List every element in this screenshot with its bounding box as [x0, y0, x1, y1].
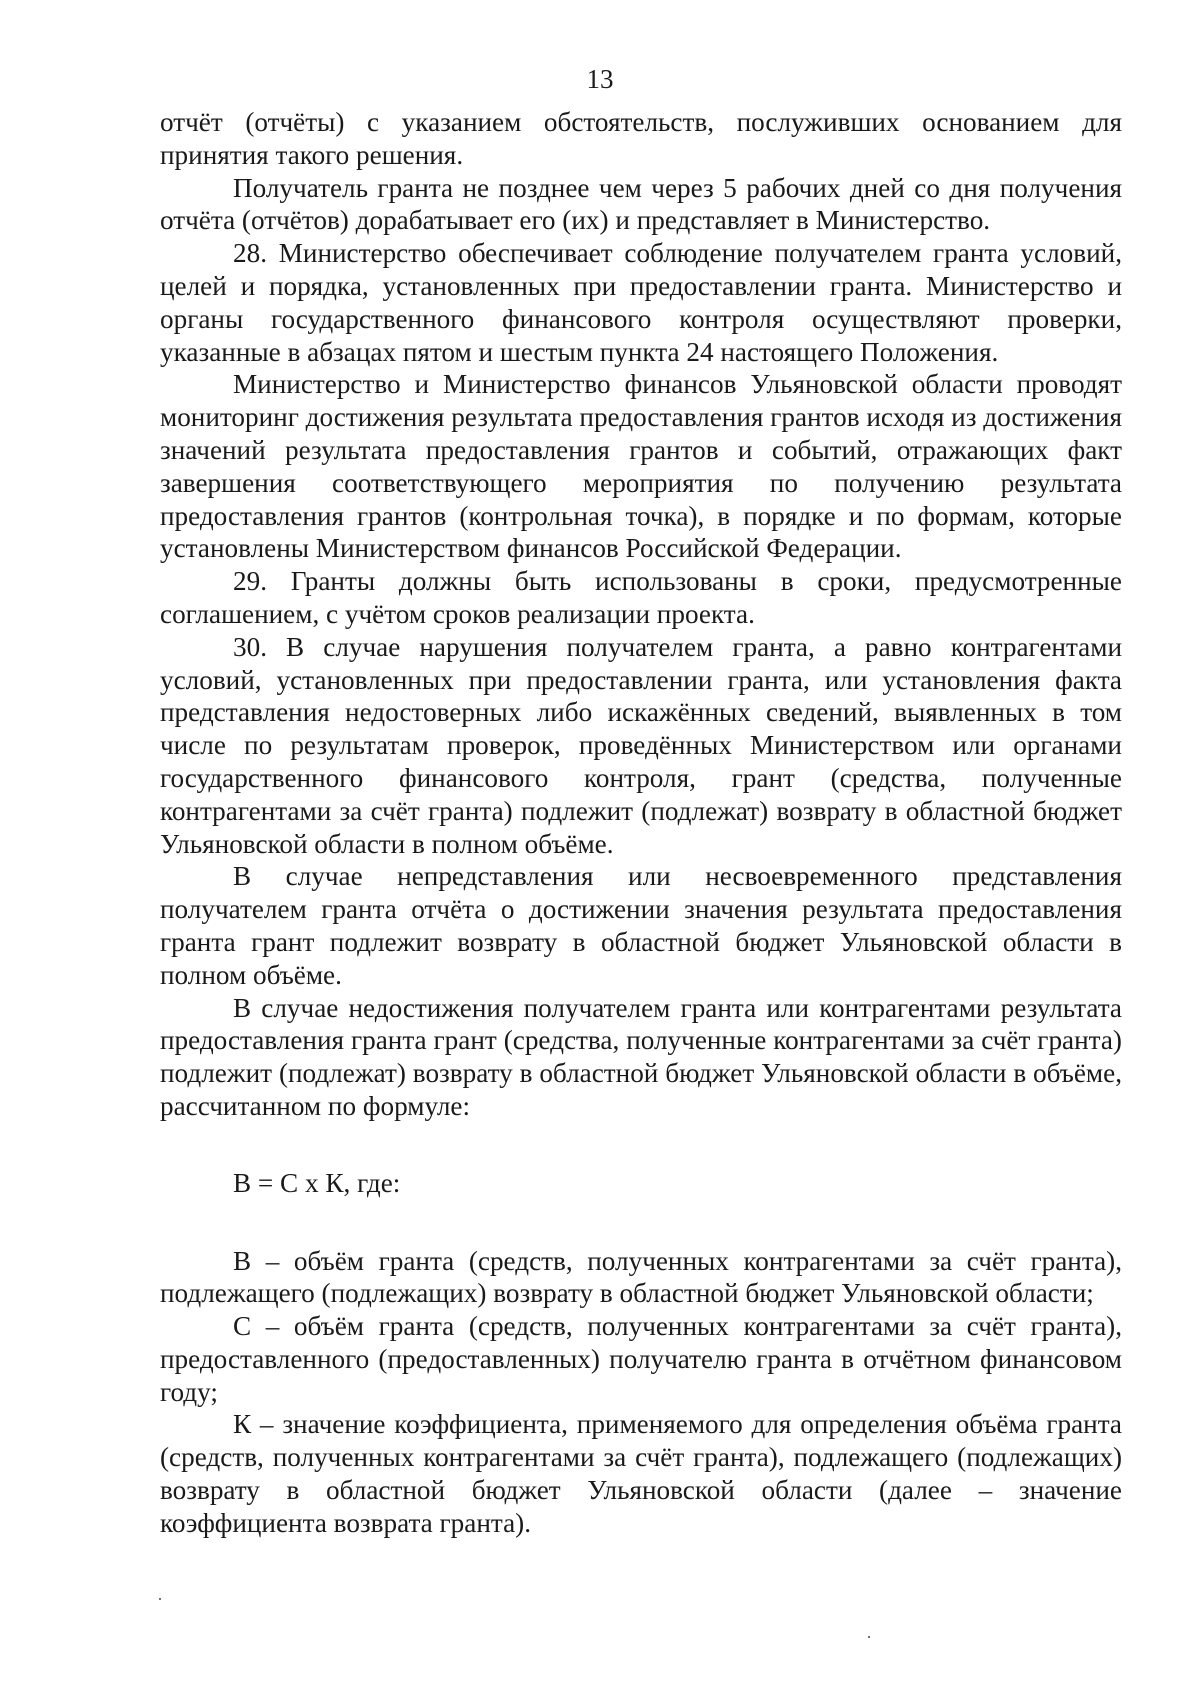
scan-speck	[868, 1636, 870, 1638]
document-body	[160, 106, 1122, 1540]
page-number: 13	[586, 64, 614, 94]
paragraph-item-30: 30. В случае нарушения получателем гранта, а равно контрагентами условий, установленных при предоставлении гранта, или установления факта представления недостоверных либо искажённых сведений, выявленных в том числе по результатам проверок, проведённых Министерством или органами государственного финансового контроля, грант (средства, полученные контрагентами за счёт гранта) подлежит (подлежат) возврату в областной бюджет Ульяновской области в полном объёме.	[160, 631, 1122, 859]
formula: В = С х К, где:	[233, 1167, 401, 1198]
paragraph-item-28: 28. Министерство обеспечивает соблюдение получателем гранта условий, целей и порядка, установленных при предоставлении гранта. Министерство и органы государственного финансового контроля осуществляют проверки, указанные в абзацах пятом и шестым пункта 24 настоящего Положения.	[160, 238, 1122, 367]
paragraph: Получатель гранта не позднее чем через 5 рабочих дней со дня получения отчёта (отчётов) дорабатывает его (их) и представляет в Министерство.	[160, 172, 1122, 236]
paragraph: отчёт (отчёты) с указанием обстоятельств, послуживших основанием для принятия такого решения.	[160, 107, 1122, 170]
paragraph: В случае непредставления или несвоевременного представления получателем гранта отчёта о достижении значения результата предоставления гранта грант подлежит возврату в областной бюджет Ульяновской области в полном объёме.	[160, 861, 1122, 990]
definition-k: К – значение коэффициента, применяемого для определения объёма гранта (средств, полученных контрагентами за счёт гранта), подлежащего (подлежащих) возврату в областной бюджет Ульяновской области (далее – значение коэффициента возврата гранта).	[160, 1409, 1122, 1538]
scan-speck	[159, 1598, 161, 1600]
paragraph: Министерство и Министерство финансов Ульяновской области проводят мониторинг достижения результата предоставления грантов исходя из достижения значений результата предоставления грантов и событий, отражающих факт завершения соответствующего мероприятия по получению результата предоставления грантов (контрольная точка), в порядке и по формам, которые установлены Министерством финансов Российской Федерации.	[160, 369, 1122, 564]
paragraph: В случае недостижения получателем гранта или контрагентами результата предоставления гранта грант (средства, полученные контрагентами за счёт гранта) подлежит (подлежат) возврату в областной бюджет Ульяновской области в объёме, рассчитанном по формуле:	[160, 992, 1122, 1121]
paragraph-item-29: 29. Гранты должны быть использованы в сроки, предусмотренные соглашением, с учётом сроков реализации проекта.	[160, 566, 1122, 629]
definition-c: С – объём гранта (средств, полученных контрагентами за счёт гранта), предоставленного (предоставленных) получателю гранта в отчётном финансовом году;	[160, 1311, 1122, 1407]
definition-b: В – объём гранта (средств, полученных контрагентами за счёт гранта), подлежащего (подлежащих) возврату в областной бюджет Ульяновской области;	[160, 1245, 1122, 1309]
